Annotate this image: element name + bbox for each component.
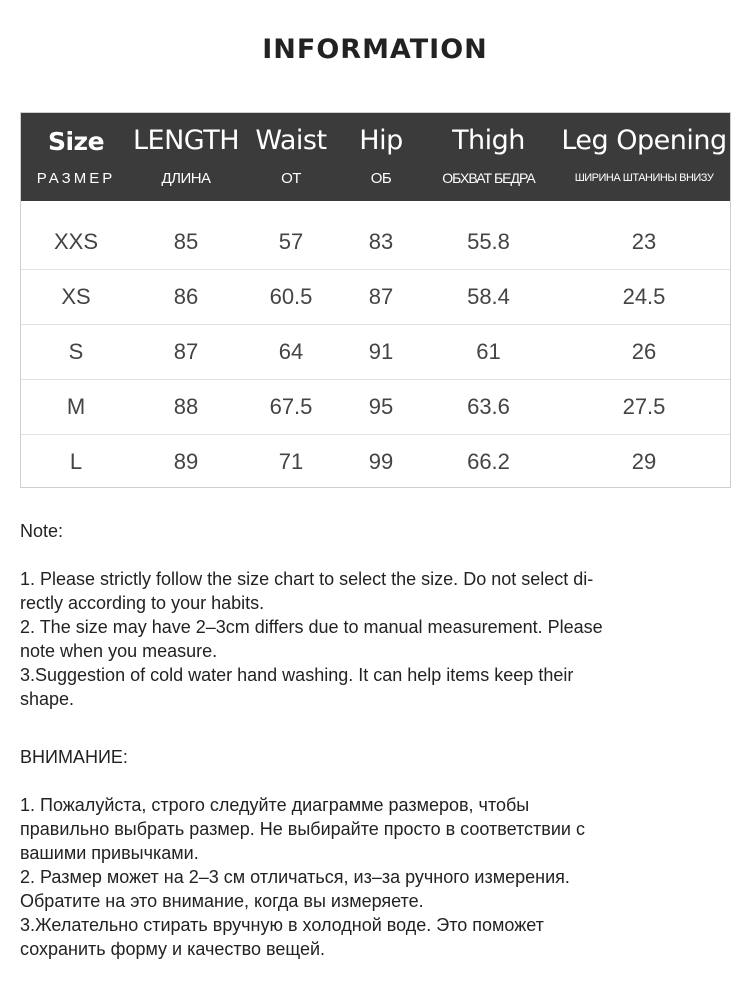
table-cell: L bbox=[69, 449, 83, 474]
note-line: shape. bbox=[20, 689, 75, 709]
note-line: 1. Please strictly follow the size chart to select the size. Do not select di- bbox=[20, 569, 594, 589]
header-label: Hip bbox=[359, 125, 403, 156]
note-heading: Note: bbox=[20, 521, 64, 541]
table-cell: 86 bbox=[173, 284, 199, 309]
table-cell: 64 bbox=[278, 339, 304, 364]
table-cell: 55.8 bbox=[467, 229, 510, 254]
table-cell: 85 bbox=[173, 229, 199, 254]
header-label: Leg Opening bbox=[561, 125, 727, 156]
note-line: 2. The size may have 2–3cm differs due to manual measurement. Please bbox=[20, 617, 603, 637]
table-cell: 87 bbox=[173, 339, 199, 364]
page-title: INFORMATION bbox=[262, 34, 488, 65]
header-length bbox=[131, 113, 241, 201]
table-cell: 29 bbox=[631, 449, 657, 474]
note-english bbox=[20, 519, 720, 711]
header-label: LENGTH bbox=[132, 125, 240, 156]
note-line: 3.Желательно стирать вручную в холодной воде. Это поможет bbox=[20, 915, 544, 935]
table-cell: 27.5 bbox=[622, 394, 666, 419]
header-sublabel: ОБХВАТ БЕДРА bbox=[442, 170, 535, 186]
header-hip bbox=[341, 113, 421, 201]
note-line: Обратите на это внимание, когда вы измеряете. bbox=[20, 891, 424, 911]
table-cell: 58.4 bbox=[467, 284, 510, 309]
note-russian bbox=[20, 745, 720, 961]
table-cell: S bbox=[68, 339, 84, 364]
table-cell: 24.5 bbox=[622, 284, 666, 309]
table-row bbox=[21, 380, 730, 435]
note-line: правильно выбрать размер. Не выбирайте просто в соответствии с bbox=[20, 819, 585, 839]
size-chart-table bbox=[20, 112, 731, 488]
table-cell: 57 bbox=[278, 229, 304, 254]
header-size bbox=[21, 113, 131, 201]
table-cell: 66.2 bbox=[467, 449, 510, 474]
table-cell: 95 bbox=[368, 394, 394, 419]
header-label: Thigh bbox=[452, 125, 525, 156]
header-sublabel: ШИРИНА ШТАНИНЫ ВНИЗУ bbox=[574, 172, 714, 184]
table-cell: 26 bbox=[631, 339, 657, 364]
note-line: 2. Размер может на 2–3 см отличаться, из–за ручного измерения. bbox=[20, 867, 570, 887]
note-line: 1. Пожалуйста, строго следуйте диаграмме размеров, чтобы bbox=[20, 795, 530, 815]
table-cell: 89 bbox=[173, 449, 199, 474]
table-row bbox=[21, 325, 730, 380]
header-leg-opening bbox=[556, 113, 732, 201]
table-cell: 71 bbox=[278, 449, 304, 474]
table-cell: 91 bbox=[368, 339, 394, 364]
header-sublabel: ДЛИНА bbox=[161, 170, 211, 187]
table-cell: 99 bbox=[368, 449, 394, 474]
table-cell: 23 bbox=[631, 229, 657, 254]
header-label: Waist bbox=[255, 125, 327, 156]
table-cell: 88 bbox=[173, 394, 199, 419]
note-line: 3.Suggestion of cold water hand washing. It can help items keep their bbox=[20, 665, 574, 685]
note-heading: ВНИМАНИЕ: bbox=[20, 747, 128, 767]
table-cell: 67.5 bbox=[269, 394, 313, 419]
table-cell: XXS bbox=[53, 229, 99, 254]
header-sublabel: ОТ bbox=[281, 170, 301, 187]
table-cell: XS bbox=[61, 284, 91, 309]
table-cell: 60.5 bbox=[269, 284, 313, 309]
header-label: Size bbox=[47, 127, 105, 156]
table-row bbox=[21, 215, 730, 270]
header-waist bbox=[241, 113, 341, 201]
table-cell: M bbox=[66, 394, 86, 419]
table-cell: 61 bbox=[476, 339, 501, 364]
table-row bbox=[21, 270, 730, 325]
table-cell: 63.6 bbox=[467, 394, 510, 419]
table-cell: 83 bbox=[368, 229, 394, 254]
table-body bbox=[21, 215, 730, 489]
header-sublabel: РАЗМЕР bbox=[36, 170, 116, 187]
note-line: note when you measure. bbox=[20, 641, 218, 661]
note-line: сохранить форму и качество вещей. bbox=[20, 939, 326, 959]
table-cell: 87 bbox=[368, 284, 394, 309]
table-header bbox=[21, 113, 730, 201]
note-line: rectly according to your habits. bbox=[20, 593, 265, 613]
header-sublabel: ОБ bbox=[370, 170, 392, 187]
note-line: вашими привычками. bbox=[20, 843, 199, 863]
header-thigh bbox=[421, 113, 556, 201]
table-row bbox=[21, 435, 730, 489]
